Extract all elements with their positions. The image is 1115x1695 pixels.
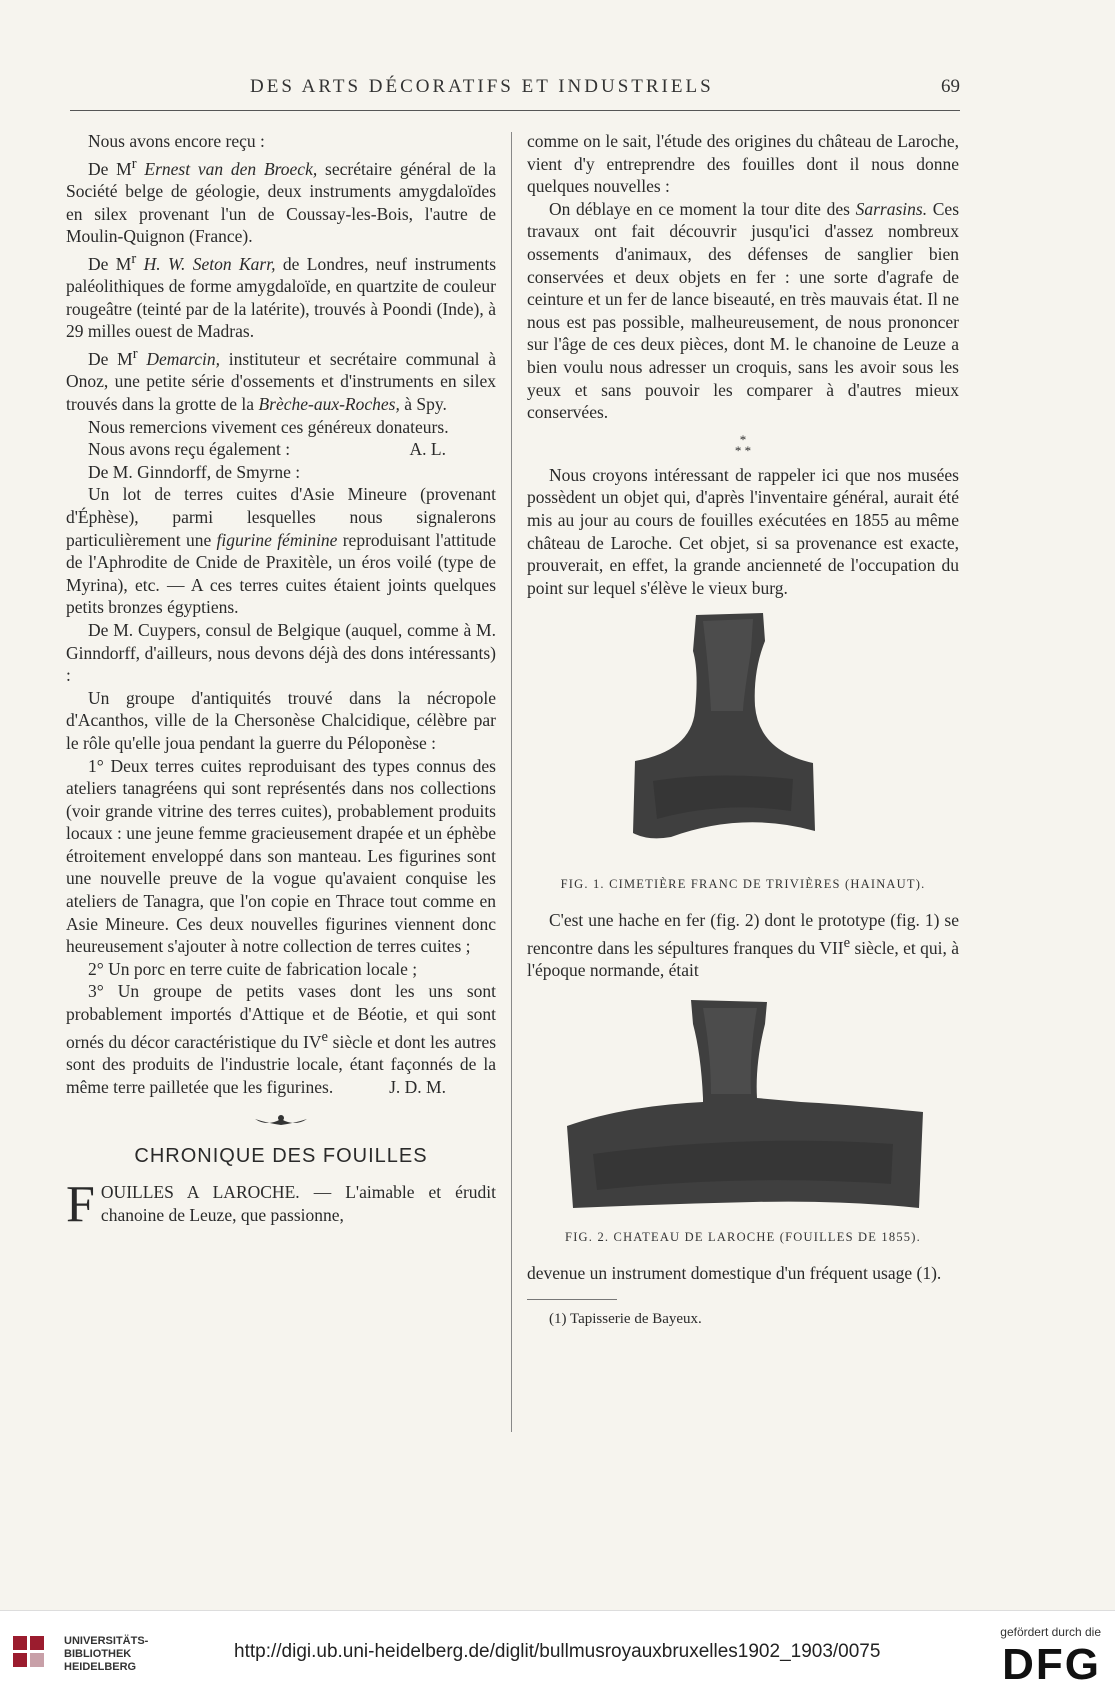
axe-head-image-1 xyxy=(593,611,893,861)
paragraph: FOUILLES A LAROCHE. — L'aimable et érudit chanoine de Leuze, que passionne, xyxy=(66,1176,496,1234)
ornament-icon xyxy=(66,1112,496,1135)
running-header xyxy=(70,72,960,111)
header-title: DES ARTS DÉCORATIFS ET INDUSTRIELS xyxy=(250,76,714,97)
column-divider xyxy=(511,132,512,1432)
dfg-logo: DFG xyxy=(1002,1640,1101,1689)
signature: A. L. xyxy=(409,439,446,460)
university-logo-icon xyxy=(10,1633,56,1675)
paragraph: Nous avons reçu également : xyxy=(88,439,291,460)
paragraph: Un lot de terres cuites d'Asie Mineure (provenant d'Éphèse), parmi lesquelles nous signalerons particulièrement une figurine féminine reproduisant l'attitude de l'Aphrodite de Cnide de Praxitèle, un éros voilé (type de Myrina), etc. — A ces terres cuites étaient joints quelques petits bronzes égyptiens. xyxy=(66,484,496,618)
paragraph: 2° Un porc en terre cuite de fabrication locale ; xyxy=(88,958,418,979)
paragraph: De $M^r$ Demarcin, instituteur et secrétaire communal à Onoz, une petite série d'ossements et d'instruments en silex trouvés dans la grotte de la Brèche-aux-Roches, à Spy. xyxy=(66,346,497,415)
left-column xyxy=(66,130,497,1234)
paragraph: C'est une hache en fer (fig. 2) dont le prototype (fig. 1) se rencontre dans les sépultures franques du VIIe siècle, et qui, à l'époque normande, était xyxy=(527,910,959,981)
axe-head-image-2 xyxy=(543,994,943,1214)
paragraph: Nous avons encore reçu : xyxy=(88,131,265,151)
figure-caption: FIG. 2. CHATEAU DE LAROCHE (FOUILLES DE 1855). xyxy=(565,1229,921,1244)
drop-cap: F xyxy=(66,1176,95,1234)
paragraph: 1° Deux terres cuites reproduisant des types connus des ateliers tanagréens qui sont représentés dans nos collections (voir grande vitrine des terres cuites), probablement produits locaux : une jeune femme gracieusement drapée et un éphèbe étroitement enveloppé dans son manteau. Les figurines sont une nouvelle preuve de la vogue qu'avaient conquise les ateliers de Tanagra, que l'on copie en Thrace tout comme en Asie Mineure. Ces deux nouvelles figurines viennent donc heureusement s'ajouter à notre collection de terres cuites ; xyxy=(66,755,497,957)
figure-1 xyxy=(527,611,959,867)
paragraph: On déblaye en ce moment la tour dite des Sarrasins. Ces travaux ont fait découvrir jusqu'ici d'assez nombreux ossements d'animaux, des défenses de sanglier bien conservées et deux objets en fer : une sorte d'agrafe de ceinture et un fer de lance biseauté, en très mauvais état. Il ne nous est pas possible, malheureusement, de nous prononcer sur l'âge de ces deux pièces, dont M. le chanoine de Leuze a bien voulu nous adresser un croquis, sans les avoir sous les yeux et sans pouvoir les comparer à d'autres mieux conservées. xyxy=(527,198,959,423)
footnote-rule xyxy=(527,1299,617,1300)
paragraph: Nous croyons intéressant de rappeler ici que nos musées possèdent un objet qui, d'après l'inventaire général, aurait été mis au jour au cours de fouilles exécutées en 1855 au même château de Laroche. Cet objet, si sa provenance est exacte, prouverait, en effet, la grande ancienneté de l'occupation du point sur lequel s'élève le vieux burg. xyxy=(527,464,959,598)
figure-2 xyxy=(527,994,959,1220)
university-name: UNIVERSITÄTS- BIBLIOTHEK HEIDELBERG xyxy=(64,1635,149,1673)
funding-label: gefördert durch die xyxy=(1000,1625,1101,1639)
paragraph: comme on le sait, l'étude des origines du château de Laroche, vient d'y entreprendre des fouilles dont il nous donne quelques nouvelles : xyxy=(527,131,959,197)
paragraph: De $M^r$ Ernest van den Broeck, secrétaire général de la Société belge de géologie, deux instruments amygdaloïdes en silex provenant l'un de Coussay-les-Bois, l'autre de Moulin-Quignon (France). xyxy=(66,155,497,247)
paragraph: De M. Ginndorff, de Smyrne : xyxy=(88,461,301,482)
section-title: CHRONIQUE DES FOUILLES xyxy=(134,1144,428,1167)
asterism: * * * xyxy=(734,431,752,458)
paragraph: devenue un instrument domestique d'un fréquent usage (1). xyxy=(527,1263,942,1284)
page-number: 69 xyxy=(941,76,960,97)
signature: J. D. M. xyxy=(389,1076,446,1097)
paragraph: De M. Cuypers, consul de Belgique (auquel, comme à M. Ginndorff, d'ailleurs, nous devons déjà des dons intéressants) : xyxy=(66,619,496,686)
paragraph: 3° Un groupe de petits vases dont les uns sont probablement importés d'Attique et de Béotie, et qui sont ornés du décor caractéristique du IVe siècle et dont les autres sont des produits de l'industrie locale, étant façonnés de la même terre pailletée que les figurines. J. D. M. xyxy=(66,981,497,1097)
footnote: (1) Tapisserie de Bayeux. xyxy=(549,1310,702,1327)
paragraph: De $M^r$ H. W. Seton Karr, de Londres, neuf instruments paléolithiques de forme amygdaloïde, en quartzite de couleur rougeâtre (teinté par de la latérite), trouvés à Poondi (Inde), à 29 milles ouest de Madras. xyxy=(66,250,497,342)
paragraph: Un groupe d'antiquités trouvé dans la nécropole d'Acanthos, ville de la Chersonèse Chalcidique, célèbre par le rôle qu'elle joua pendant la guerre du Péloponèse : xyxy=(66,687,496,753)
digitization-footer xyxy=(0,1610,1115,1695)
right-column xyxy=(527,130,959,1330)
figure-caption: FIG. 1. CIMETIÈRE FRANC DE TRIVIÈRES (HAINAUT). xyxy=(560,876,926,891)
permalink-url[interactable]: http://digi.ub.uni-heidelberg.de/diglit/bullmusroyauxbruxelles1902_1903/0075 xyxy=(234,1641,881,1662)
paragraph: Nous remercions vivement ces généreux donateurs. A. L. xyxy=(88,416,449,460)
